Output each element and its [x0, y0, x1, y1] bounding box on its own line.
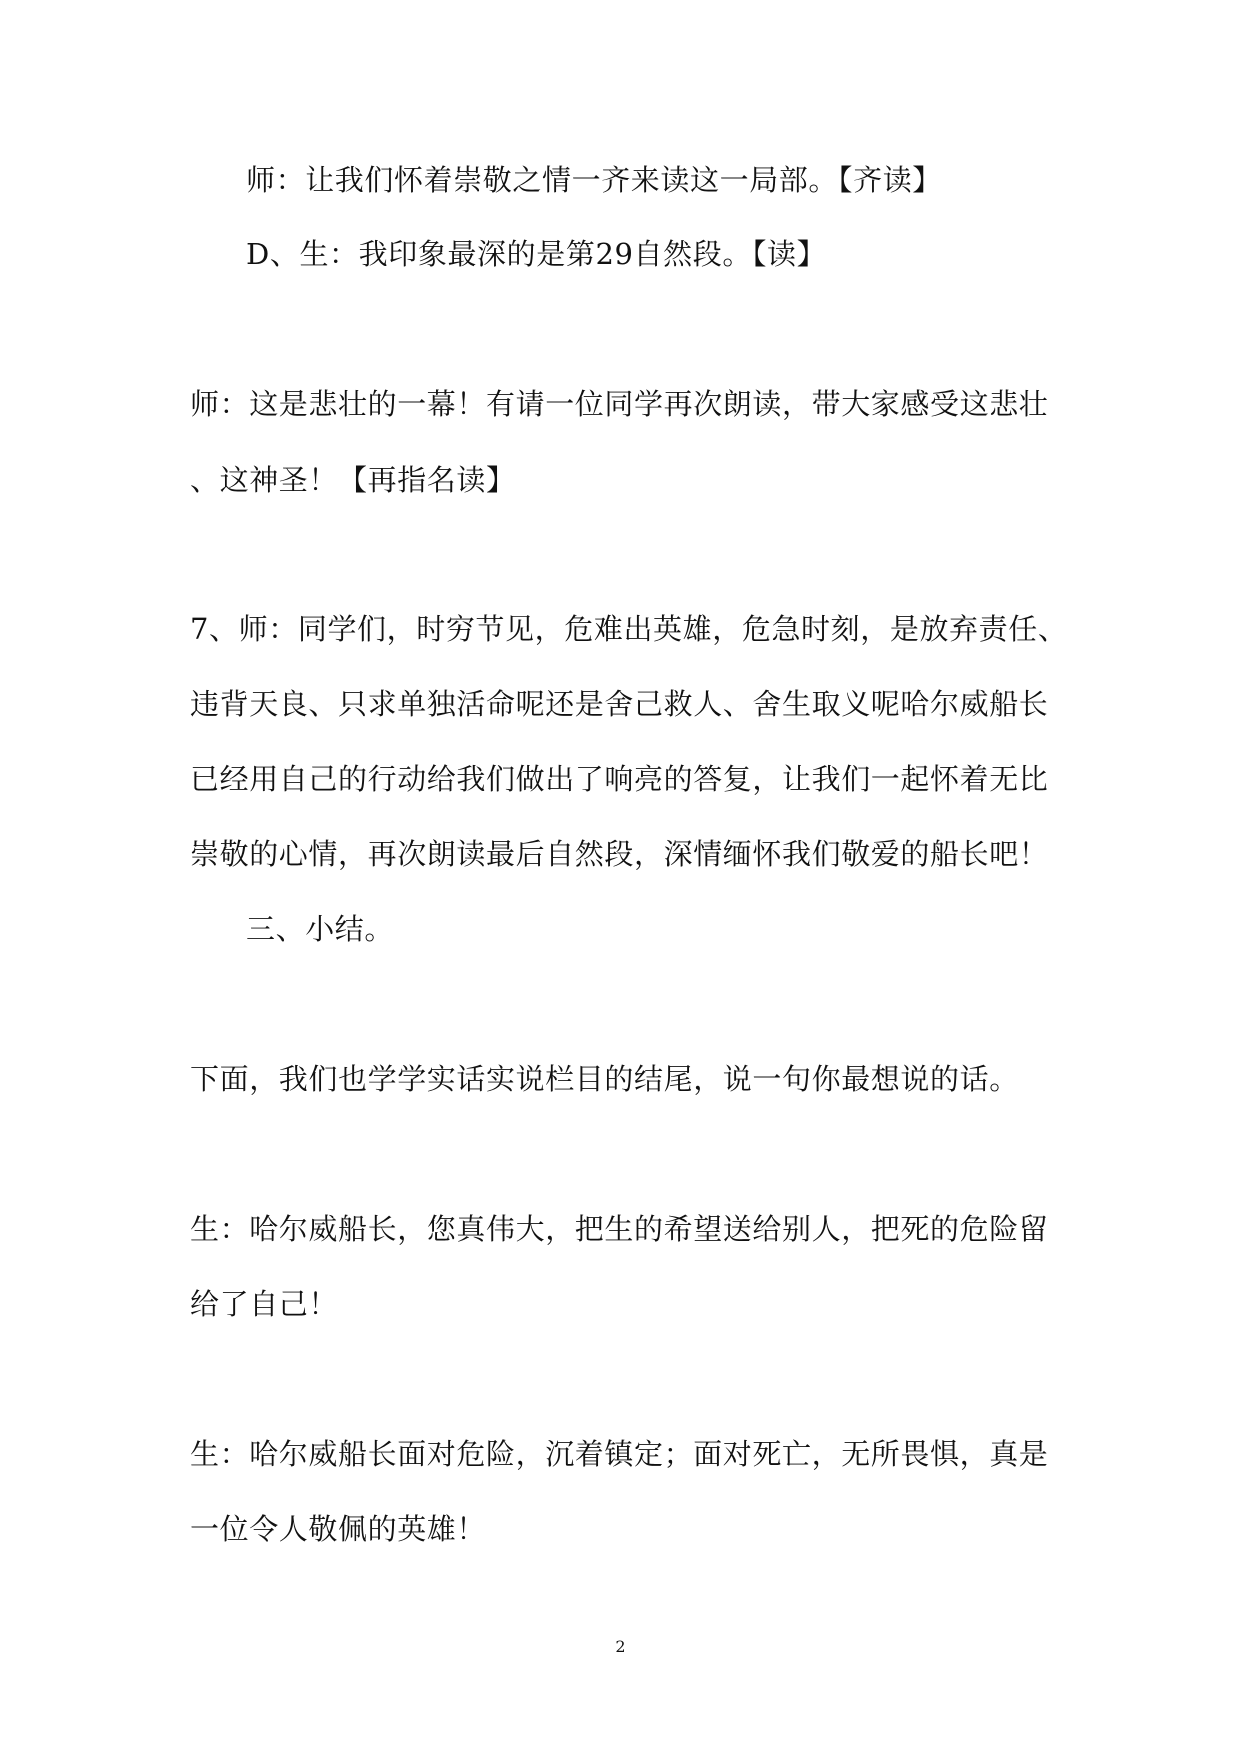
text-line: 违背天良、只求单独活命呢还是舍己救人、舍生取义呢哈尔威船长 — [190, 687, 1049, 721]
text-line: 一位令人敬佩的英雄！ — [190, 1512, 487, 1546]
text-line: 已经用自己的行动给我们做出了响亮的答复，让我们一起怀着无比 — [190, 762, 1049, 796]
text-line: 给了自己！ — [190, 1287, 339, 1321]
text-line: 7、师：同学们，时穷节见，危难出英雄，危急时刻，是放弃责任、 — [190, 612, 1068, 646]
text-line: 师：这是悲壮的一幕！有请一位同学再次朗读，带大家感受这悲壮 — [190, 387, 1049, 421]
text-line: 、这神圣！【再指名读】 — [190, 463, 516, 497]
text-line: 下面，我们也学学实话实说栏目的结尾，说一句你最想说的话。 — [190, 1062, 1019, 1096]
text-line: D、生：我印象最深的是第29自然段。【读】 — [246, 237, 827, 271]
text-line: 崇敬的心情，再次朗读最后自然段，深情缅怀我们敬爱的船长吧！ — [190, 837, 1049, 871]
text-line: 生：哈尔威船长面对危险，沉着镇定；面对死亡，无所畏惧，真是 — [190, 1437, 1049, 1471]
text-line: 师：让我们怀着崇敬之情一齐来读这一局部。【齐读】 — [246, 163, 942, 197]
page-number: 2 — [615, 1637, 626, 1656]
text-line: 生：哈尔威船长，您真伟大，把生的希望送给别人，把死的危险留 — [190, 1212, 1049, 1246]
section-heading: 三、小结。 — [246, 912, 395, 946]
